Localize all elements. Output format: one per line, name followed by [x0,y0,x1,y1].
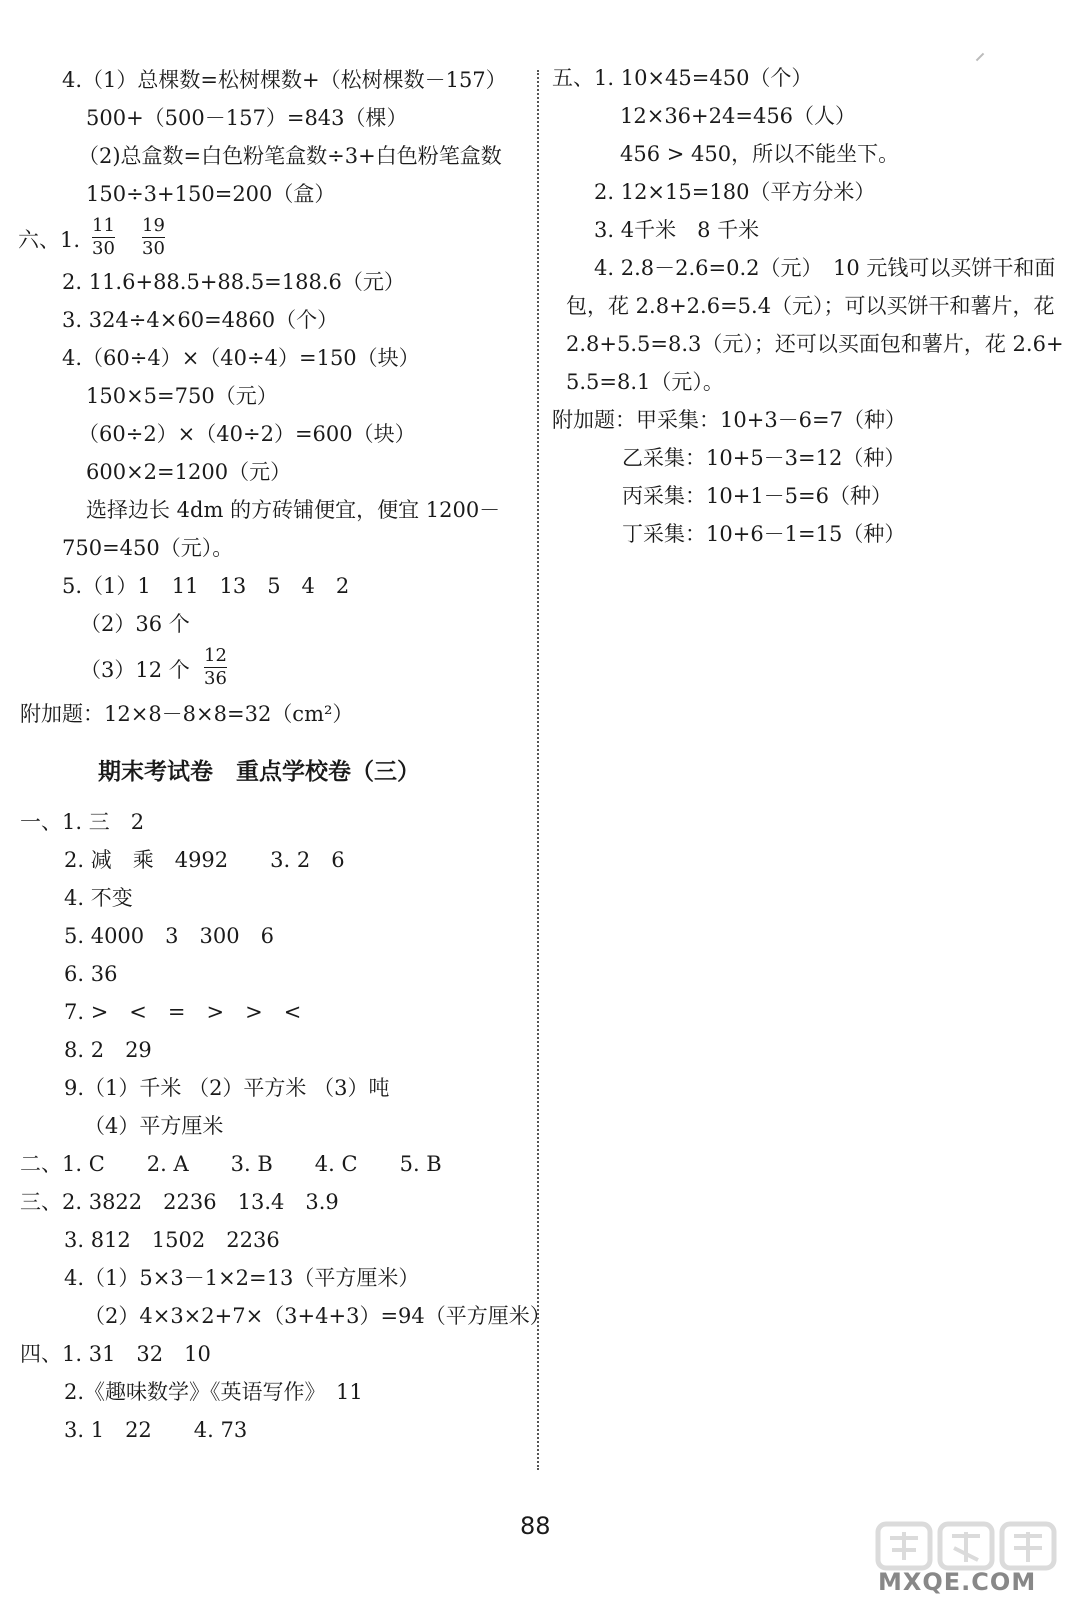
answer-line: 150÷3+150=200（盒） [86,182,336,206]
answer-line: 附加题：甲采集：10+3－6=7（种） [552,408,906,432]
answer-line: 600×2=1200（元） [86,460,292,484]
answer-line: 456 > 450，所以不能坐下。 [620,142,900,166]
answer-line: 4.（60÷4）×（40÷4）=150（块） [62,346,420,370]
margin-mark [976,53,984,61]
answer-line: 丁采集：10+6－1=15（种） [622,522,906,546]
answer-line: 2. 12×15=180（平方分米） [594,180,876,204]
answer-line: （2）36 个 [80,612,190,636]
answer-line: 选择边长 4dm 的方砖铺便宜，便宜 1200－ [86,498,501,522]
answer-line: 7. > < = > > < [64,1000,302,1024]
answer-line: （4）平方厘米 [84,1114,224,1138]
answer-line: 二、1. C 2. A 3. B 4. C 5. B [20,1152,442,1176]
answer-line: 750=450（元）。 [62,536,234,560]
answer-line: 附加题：12×8－8×8=32（cm²） [20,702,354,726]
column-divider [537,70,539,1470]
answer-line: 2.《趣味数学》《英语写作》 11 [64,1380,363,1404]
watermark-text: MXQE.COM [878,1568,1037,1596]
section-title: 期末考试卷 重点学校卷（三） [98,759,420,785]
answer-line: 9.（1）千米 （2）平方米 （3）吨 [64,1076,390,1100]
answer-line: 500+（500－157）=843（棵） [86,106,408,130]
answer-line: 6. 36 [64,962,118,986]
answer-line: 5. 4000 3 300 6 [64,924,274,948]
page-number: 88 [520,1512,551,1540]
answer-line: 丙采集：10+1－5=6（种） [622,484,892,508]
answer-line: 2. 减 乘 4992 3. 2 6 [64,848,345,872]
answer-line: （2）4×3×2+7×（3+4+3）=94（平方厘米） [84,1304,551,1328]
answer-line: 5.（1）1 11 13 5 4 2 [62,574,350,598]
answer-line: 4.（1）5×3－1×2=13（平方厘米） [64,1266,420,1290]
fraction: 11 30 [92,215,115,259]
answer-line: 3. 324÷4×60=4860（个） [62,308,339,332]
answer-line: 150×5=750（元） [86,384,278,408]
answer-line: （3）12 个 [80,658,190,682]
fraction: 19 30 [142,215,165,259]
answer-line: 2.8+5.5=8.3（元）；还可以买面包和薯片，花 2.6+ [566,332,1064,356]
answer-line: 四、1. 31 32 10 [20,1342,211,1366]
answer-line: 5.5=8.1（元）。 [566,370,724,394]
answer-line: 2. 11.6+88.5+88.5=188.6（元） [62,270,405,294]
answer-line: （2)总盒数=白色粉笔盒数÷3+白色粉笔盒数 [78,144,502,168]
answer-line: 8. 2 29 [64,1038,152,1062]
answer-line: 12×36+24=456（人） [620,104,857,128]
answer-line: 三、2. 3822 2236 13.4 3.9 [20,1190,339,1214]
answer-line: 4. 不变 [64,886,133,910]
answer-line: 五、1. 10×45=450（个） [552,66,813,90]
answer-line: 4.（1）总棵数=松树棵数+（松树棵数－157） [62,68,507,92]
answer-line: （60÷2）×（40÷2）=600（块） [78,422,416,446]
answer-line: 3. 1 22 4. 73 [64,1418,248,1442]
answer-line: 乙采集：10+5－3=12（种） [622,446,906,470]
answer-line: 3. 812 1502 2236 [64,1228,280,1252]
fraction: 12 36 [204,645,227,689]
answer-line: 包，花 2.8+2.6=5.4（元）；可以买饼干和薯片，花 [566,294,1055,318]
answer-line: 一、1. 三 2 [20,810,145,834]
answer-line: 3. 4千米 8 千米 [594,218,760,242]
section-label: 六、1. [18,228,81,252]
answer-line: 4. 2.8－2.6=0.2（元） 10 元钱可以买饼干和面 [594,256,1056,280]
